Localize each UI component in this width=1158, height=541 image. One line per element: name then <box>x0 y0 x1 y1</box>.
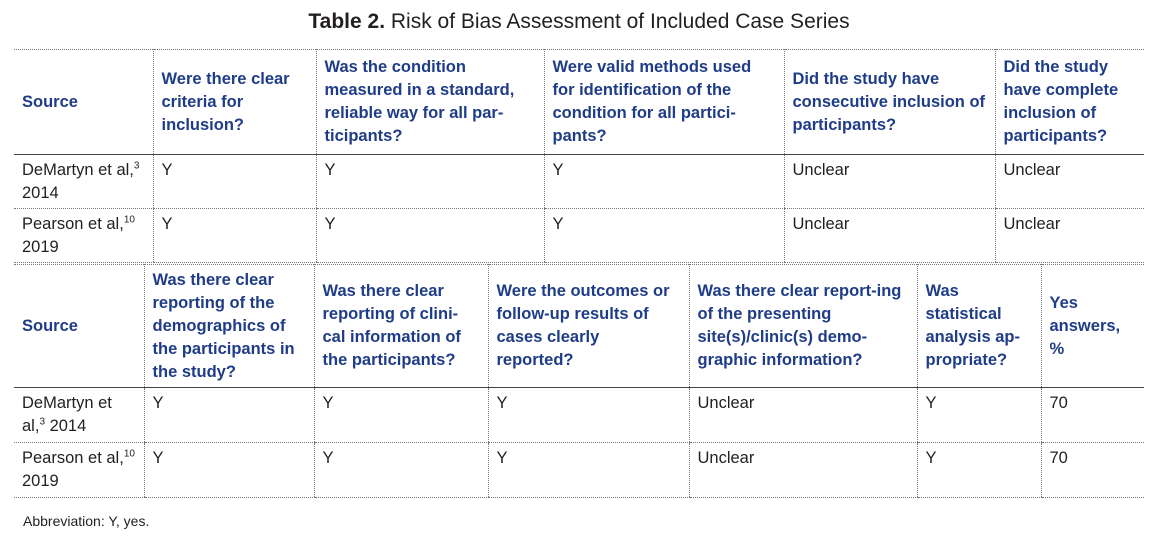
table-cell: Unclear <box>995 209 1144 263</box>
header-row <box>14 50 1144 155</box>
table-row <box>14 443 1144 498</box>
table-title: Risk of Bias Assessment of Included Case Series <box>390 10 850 33</box>
column-header-source: Source <box>14 265 144 388</box>
column-header-valid-methods: Were valid methods used for identification of the condition for all partici-pants? <box>544 50 784 155</box>
table-cell: Y <box>314 443 488 498</box>
column-header-statistical-analysis: Was statistical analysis ap-propriate? <box>917 265 1041 388</box>
column-header-demographics: Was there clear reporting of the demographics of the participants in the study? <box>144 265 314 388</box>
source-cell: DeMartyn et al,$^3$ 2014 <box>14 155 153 209</box>
column-header-clinical-information: Was there clear reporting of clini-cal information of the participants? <box>314 265 488 388</box>
table-cell: Y <box>144 443 314 498</box>
table-cell: 70 <box>1041 443 1144 498</box>
header-row <box>14 265 1144 388</box>
table-cell: Y <box>488 388 689 443</box>
table-cell: Unclear <box>784 155 995 209</box>
table-cell: 70 <box>1041 388 1144 443</box>
table-cell: Y <box>316 209 544 263</box>
source-cell: Pearson et al,$^{10}$ 2019 <box>14 443 144 498</box>
source-cell: DeMartyn et al,$^3$ 2014 <box>14 388 144 443</box>
column-header-condition-measured: Was the condition measured in a standard, reliable way for all par-ticipants? <box>316 50 544 155</box>
table-cell: Y <box>153 155 316 209</box>
table-cell: Unclear <box>995 155 1144 209</box>
column-header-source: Source <box>14 50 153 155</box>
table-cell: Y <box>316 155 544 209</box>
table-cell: Y <box>144 388 314 443</box>
table-cell: Y <box>314 388 488 443</box>
table-row <box>14 209 1144 263</box>
table-row <box>14 155 1144 209</box>
table-cell: Y <box>917 443 1041 498</box>
column-header-consecutive-inclusion: Did the study have consecutive inclusion of participants? <box>784 50 995 155</box>
table-cell: Unclear <box>784 209 995 263</box>
table-cell: Y <box>153 209 316 263</box>
table-cell: Y <box>544 155 784 209</box>
table-cell: Y <box>488 443 689 498</box>
table-cell: Y <box>544 209 784 263</box>
column-header-inclusion-criteria: Were there clear criteria for inclusion? <box>153 50 316 155</box>
table-cell: Unclear <box>689 443 917 498</box>
column-header-complete-inclusion: Did the study have complete inclusion of participants? <box>995 50 1144 155</box>
column-header-site-demographics: Was there clear report-ing of the presenting site(s)/clinic(s) demo-graphic information? <box>689 265 917 388</box>
table-caption <box>0 10 1158 34</box>
table-row <box>14 388 1144 443</box>
table-cell: Unclear <box>689 388 917 443</box>
abbreviation-footnote: Abbreviation: Y, yes. <box>23 513 150 529</box>
column-header-outcomes: Were the outcomes or follow-up results of cases clearly reported? <box>488 265 689 388</box>
table-label: Table 2. <box>308 10 386 33</box>
risk-of-bias-table-part-1 <box>14 49 1144 263</box>
source-cell: Pearson et al,$^{10}$ 2019 <box>14 209 153 263</box>
column-header-yes-answers: Yes answers, % <box>1041 265 1144 388</box>
table-cell: Y <box>917 388 1041 443</box>
risk-of-bias-table-part-2 <box>14 264 1144 498</box>
